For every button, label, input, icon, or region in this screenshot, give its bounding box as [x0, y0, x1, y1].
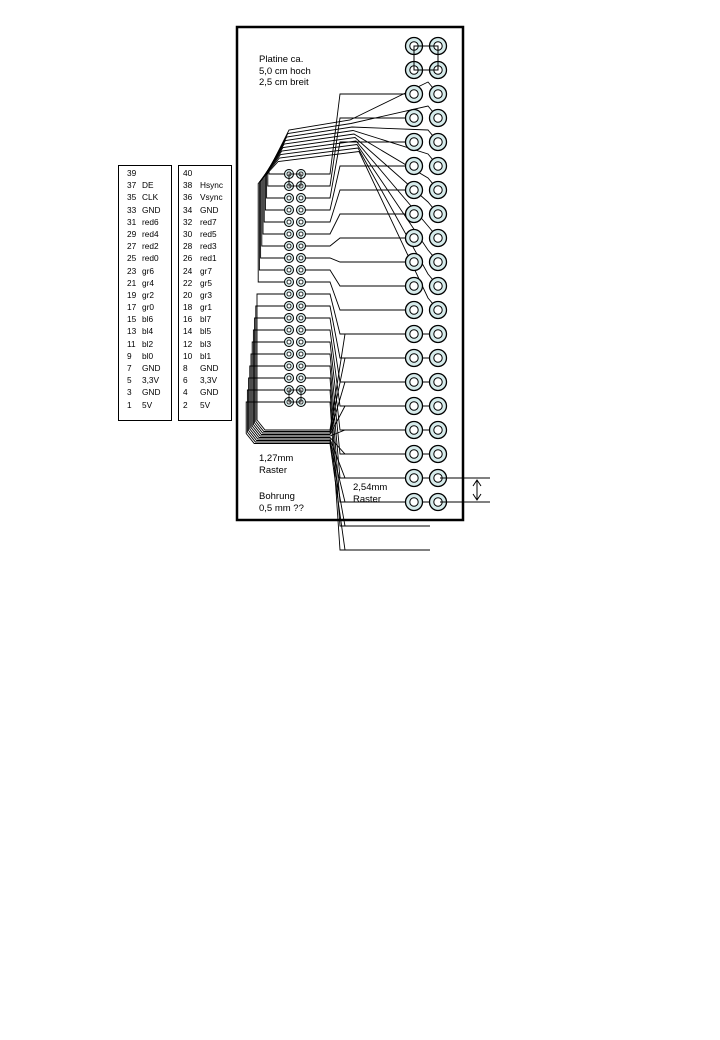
- small-drill: [287, 220, 291, 224]
- pin-number: 2: [183, 399, 188, 410]
- pin-signal: 5V: [142, 399, 153, 410]
- small-drill: [287, 304, 291, 308]
- drill-hole: [434, 90, 442, 98]
- drill-hole: [410, 498, 418, 506]
- drill-hole: [410, 138, 418, 146]
- drill-hole: [434, 354, 442, 362]
- pin-signal: red0: [142, 253, 159, 264]
- small-drill: [299, 340, 303, 344]
- pin-number: 5: [127, 375, 132, 386]
- drill-hole: [434, 378, 442, 386]
- pin-number: 16: [183, 314, 193, 325]
- small-drill: [299, 280, 303, 284]
- drill-hole: [410, 306, 418, 314]
- pin-number: 33: [127, 204, 137, 215]
- pin-number: 9: [127, 350, 132, 361]
- pin-number: 14: [183, 326, 193, 337]
- pin-signal: GND: [200, 204, 219, 215]
- pin-signal: gr7: [200, 265, 212, 276]
- pin-signal: gr2: [142, 289, 154, 300]
- pin-number: 19: [127, 289, 137, 300]
- drill-hole: [410, 210, 418, 218]
- pin-signal: gr6: [142, 265, 154, 276]
- pin-number: 31: [127, 216, 137, 227]
- pin-signal: red4: [142, 228, 159, 239]
- drill-hole: [434, 186, 442, 194]
- small-drill: [299, 376, 303, 380]
- small-drill: [299, 232, 303, 236]
- pin-signal: GND: [142, 204, 161, 215]
- pin-signal: red3: [200, 241, 217, 252]
- small-drill: [299, 244, 303, 248]
- pin-signal: gr1: [200, 302, 212, 313]
- small-drill: [287, 352, 291, 356]
- drill-hole: [410, 402, 418, 410]
- pin-signal: GND: [142, 387, 161, 398]
- pin-signal: 3,3V: [200, 375, 218, 386]
- drill-hole: [410, 474, 418, 482]
- small-drill: [299, 304, 303, 308]
- drill-hole: [410, 426, 418, 434]
- drill-hole: [410, 234, 418, 242]
- drill-hole: [410, 90, 418, 98]
- pin-number: 25: [127, 253, 137, 264]
- pin-signal: bl5: [200, 326, 212, 337]
- drill-hole: [434, 282, 442, 290]
- pin-signal: gr5: [200, 277, 212, 288]
- drill-hole: [410, 186, 418, 194]
- pin-signal: red7: [200, 216, 217, 227]
- pin-signal: bl4: [142, 326, 154, 337]
- pin-signal: GND: [142, 363, 161, 373]
- drill-hole: [410, 258, 418, 266]
- pin-number: 26: [183, 253, 193, 264]
- small-drill: [287, 268, 291, 272]
- small-drill: [287, 340, 291, 344]
- drill-hole: [410, 378, 418, 386]
- small-drill: [299, 256, 303, 260]
- drill-hole: [410, 282, 418, 290]
- pin-number: 27: [127, 241, 137, 252]
- small-drill: [299, 196, 303, 200]
- pin-signal: CLK: [142, 192, 159, 203]
- pin-signal: red2: [142, 241, 159, 252]
- pin-number: 29: [127, 228, 137, 239]
- pin-signal: 3,3V: [142, 375, 160, 386]
- pin-signal: bl7: [200, 314, 212, 325]
- small-drill: [299, 364, 303, 368]
- drill-hole: [434, 162, 442, 170]
- pin-signal: Vsync: [200, 192, 223, 203]
- drill-hole: [434, 114, 442, 122]
- pin-number: 1: [127, 399, 132, 410]
- pin-number: 8: [183, 363, 188, 373]
- small-drill: [287, 232, 291, 236]
- pin-signal: red5: [200, 228, 217, 239]
- pin-number: 7: [127, 363, 132, 373]
- pin-number: 21: [127, 277, 137, 288]
- pin-signal: 5V: [200, 399, 211, 410]
- drill-hole: [434, 234, 442, 242]
- drill-hole: [434, 210, 442, 218]
- pin-signal: bl1: [200, 350, 212, 361]
- small-drill: [299, 292, 303, 296]
- small-drill: [287, 316, 291, 320]
- drill-hole: [410, 162, 418, 170]
- small-drill: [299, 208, 303, 212]
- drill-hole: [410, 114, 418, 122]
- pin-signal: bl3: [200, 338, 212, 349]
- pin-signal: Hsync: [200, 180, 224, 191]
- drill-hole: [410, 330, 418, 338]
- pin-number: 6: [183, 375, 188, 386]
- pin-number: 20: [183, 289, 193, 300]
- pin-number: 28: [183, 241, 193, 252]
- small-drill: [299, 220, 303, 224]
- pin-signal: bl2: [142, 338, 154, 349]
- small-drill: [287, 376, 291, 380]
- small-drill: [287, 280, 291, 284]
- small-drill: [287, 292, 291, 296]
- pin-number: 24: [183, 265, 193, 276]
- drill-hole: [434, 426, 442, 434]
- drill-hole: [410, 354, 418, 362]
- pin-number: 39: [127, 168, 137, 178]
- pin-number: 23: [127, 265, 137, 276]
- pin-signal: gr3: [200, 289, 212, 300]
- pin-number: 11: [127, 338, 136, 349]
- pin-number: 22: [183, 277, 193, 288]
- pin-number: 36: [183, 192, 193, 203]
- pin-number: 4: [183, 387, 188, 398]
- pin-number: 35: [127, 192, 137, 203]
- small-drill: [287, 208, 291, 212]
- drill-hole: [434, 306, 442, 314]
- pin-number: 38: [183, 180, 193, 191]
- small-drill: [287, 256, 291, 260]
- coarse-pitch-note: 2,54mm Raster: [353, 482, 388, 505]
- small-drill: [287, 196, 291, 200]
- board-size-note: Platine ca. 5,0 cm hoch 2,5 cm breit: [259, 54, 311, 88]
- pin-number: 12: [183, 338, 193, 349]
- pin-number: 13: [127, 326, 137, 337]
- small-drill: [299, 316, 303, 320]
- drill-hole: [434, 450, 442, 458]
- drill-hole: [434, 138, 442, 146]
- drill-hole: [434, 258, 442, 266]
- drill-hole: [434, 402, 442, 410]
- small-drill: [287, 364, 291, 368]
- pin-signal: bl0: [142, 350, 154, 361]
- pin-signal: gr4: [142, 277, 154, 288]
- board-outline: [237, 27, 463, 520]
- pin-number: 10: [183, 350, 193, 361]
- pin-number: 18: [183, 302, 193, 313]
- pin-signal: bl6: [142, 314, 154, 325]
- drill-hole: [434, 330, 442, 338]
- pin-number: 17: [127, 302, 137, 313]
- pin-number: 34: [183, 204, 193, 215]
- pin-number: 40: [183, 168, 193, 178]
- pin-signal: DE: [142, 180, 154, 191]
- pin-signal: gr0: [142, 302, 154, 313]
- small-drill: [299, 328, 303, 332]
- drill-hole: [410, 450, 418, 458]
- pin-number: 30: [183, 228, 193, 239]
- pin-number: 3: [127, 387, 132, 398]
- pin-number: 32: [183, 216, 193, 227]
- small-drill: [299, 352, 303, 356]
- fine-pitch-note: 1,27mm Raster: [259, 453, 294, 476]
- small-drill: [287, 244, 291, 248]
- pin-signal: GND: [200, 363, 219, 373]
- pin-signal: red1: [200, 253, 217, 264]
- pin-number: 15: [127, 314, 137, 325]
- drill-note: Bohrung 0,5 mm ??: [259, 491, 304, 514]
- pin-signal: GND: [200, 387, 219, 398]
- small-drill: [287, 328, 291, 332]
- pin-signal: red6: [142, 216, 159, 227]
- small-drill: [299, 268, 303, 272]
- pin-number: 37: [127, 180, 137, 191]
